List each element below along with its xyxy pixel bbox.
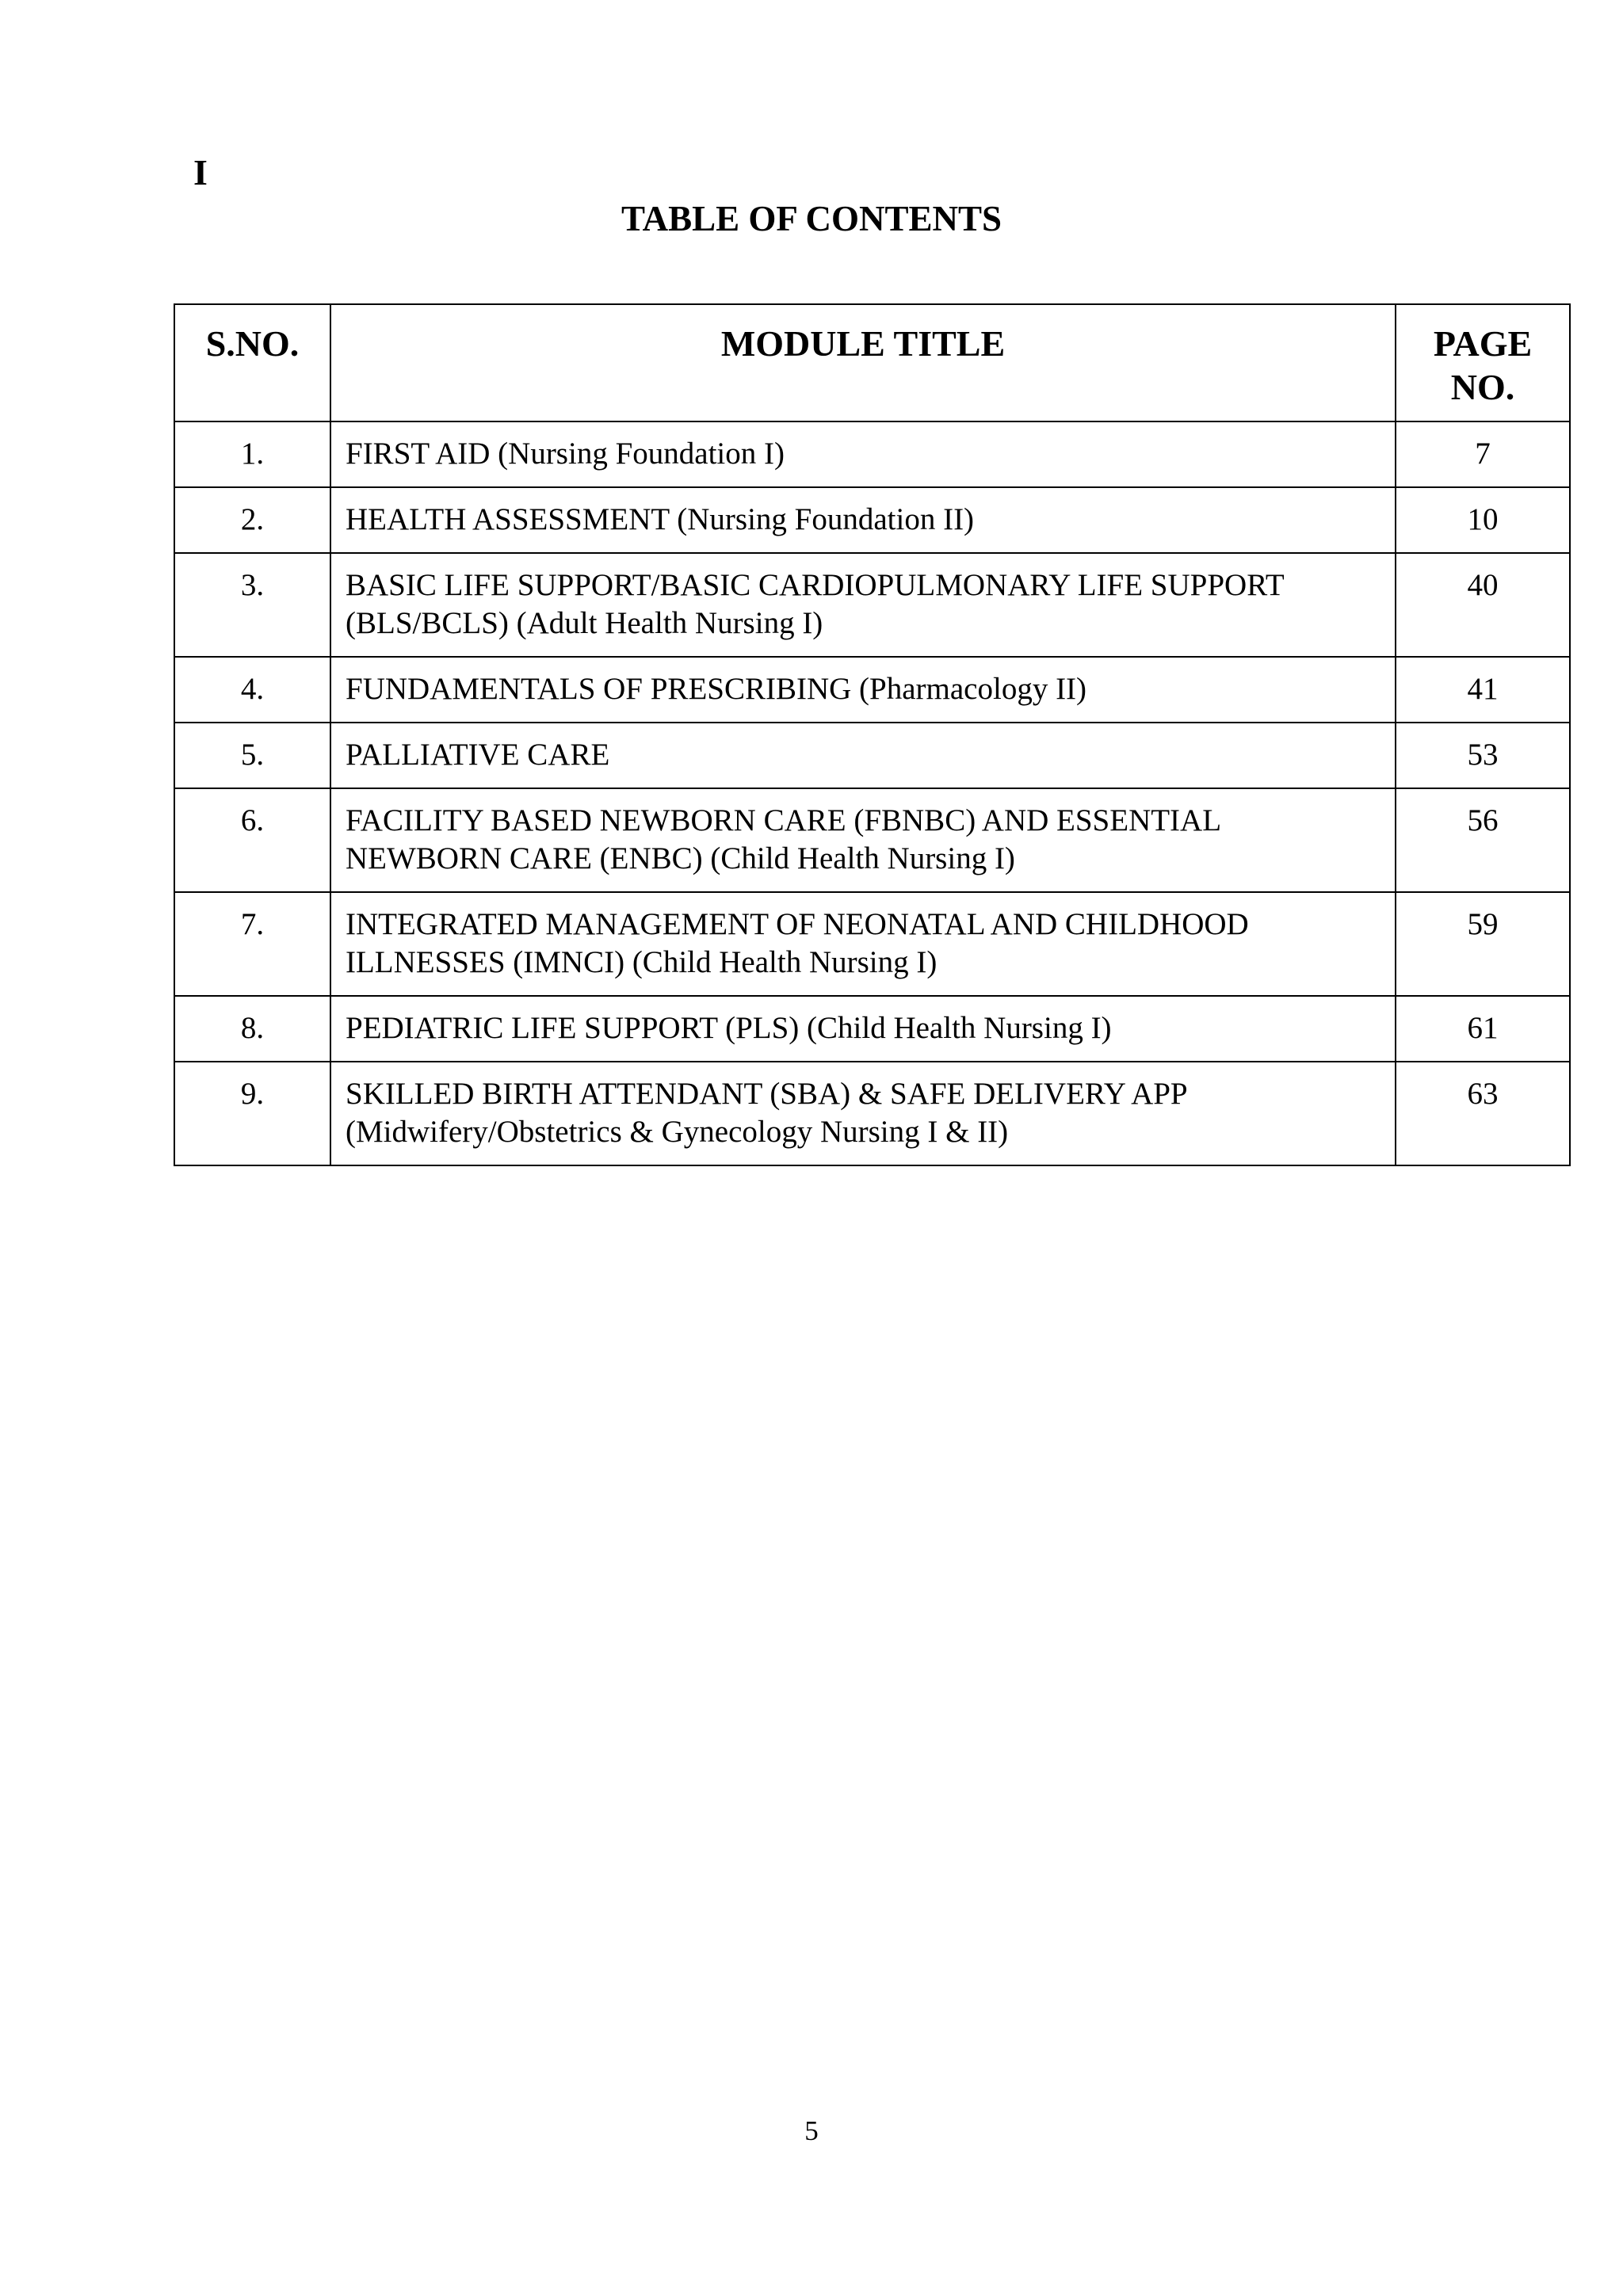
row-module-title: FUNDAMENTALS OF PRESCRIBING (Pharmacology II) <box>330 657 1396 723</box>
table-row <box>174 996 1570 1062</box>
row-page-no: 7 <box>1396 421 1570 487</box>
row-title-line1: INTEGRATED MANAGEMENT OF NEONATAL AND CHILDHOOD <box>346 907 1249 941</box>
table-row <box>174 421 1570 487</box>
header-module-title: MODULE TITLE <box>330 304 1396 421</box>
row-module-title: HEALTH ASSESSMENT (Nursing Foundation II) <box>330 487 1396 553</box>
row-page-no: 40 <box>1396 553 1570 657</box>
row-title-line2: (Midwifery/Obstetrics & Gynecology Nursing I & II) <box>346 1115 1009 1149</box>
table-of-contents <box>174 303 1571 1166</box>
header-page-no <box>1396 304 1570 421</box>
section-mark: I <box>193 152 208 193</box>
row-module-title: FIRST AID (Nursing Foundation I) <box>330 421 1396 487</box>
row-page-no: 10 <box>1396 487 1570 553</box>
page-title: TABLE OF CONTENTS <box>621 199 1002 238</box>
row-module-title <box>330 553 1396 657</box>
row-title-line1: BASIC LIFE SUPPORT/BASIC CARDIOPULMONARY LIFE SUPPORT <box>346 568 1285 602</box>
table-row <box>174 657 1570 723</box>
header-page-line2: NO. <box>1450 367 1515 407</box>
table-header-row <box>174 304 1570 421</box>
row-sno: 7. <box>174 892 330 996</box>
row-sno: 2. <box>174 487 330 553</box>
row-page-no: 56 <box>1396 788 1570 892</box>
row-sno: 3. <box>174 553 330 657</box>
row-page-no: 63 <box>1396 1062 1570 1165</box>
row-title-line1: FACILITY BASED NEWBORN CARE (FBNBC) AND ESSENTIAL <box>346 803 1222 837</box>
row-page-no: 53 <box>1396 723 1570 788</box>
table-row <box>174 553 1570 657</box>
row-module-title <box>330 788 1396 892</box>
row-module-title <box>330 892 1396 996</box>
row-page-no: 59 <box>1396 892 1570 996</box>
row-module-title <box>330 1062 1396 1165</box>
header-page-line1: PAGE <box>1433 323 1533 364</box>
row-module-title: PALLIATIVE CARE <box>330 723 1396 788</box>
table-row <box>174 487 1570 553</box>
row-title-line2: NEWBORN CARE (ENBC) (Child Health Nursing I) <box>346 841 1015 875</box>
table-row <box>174 788 1570 892</box>
row-sno: 6. <box>174 788 330 892</box>
header-sno: S.NO. <box>174 304 330 421</box>
table-row <box>174 892 1570 996</box>
row-sno: 5. <box>174 723 330 788</box>
row-title-line1: SKILLED BIRTH ATTENDANT (SBA) & SAFE DELIVERY APP <box>346 1077 1188 1111</box>
row-sno: 4. <box>174 657 330 723</box>
table-row <box>174 723 1570 788</box>
row-sno: 9. <box>174 1062 330 1165</box>
row-title-line2: ILLNESSES (IMNCI) (Child Health Nursing I) <box>346 945 938 979</box>
row-sno: 8. <box>174 996 330 1062</box>
row-title-line2: (BLS/BCLS) (Adult Health Nursing I) <box>346 606 823 640</box>
row-module-title: PEDIATRIC LIFE SUPPORT (PLS) (Child Health Nursing I) <box>330 996 1396 1062</box>
footer-page-number: 5 <box>804 2115 819 2146</box>
row-sno: 1. <box>174 421 330 487</box>
row-page-no: 61 <box>1396 996 1570 1062</box>
row-page-no: 41 <box>1396 657 1570 723</box>
table-row <box>174 1062 1570 1165</box>
